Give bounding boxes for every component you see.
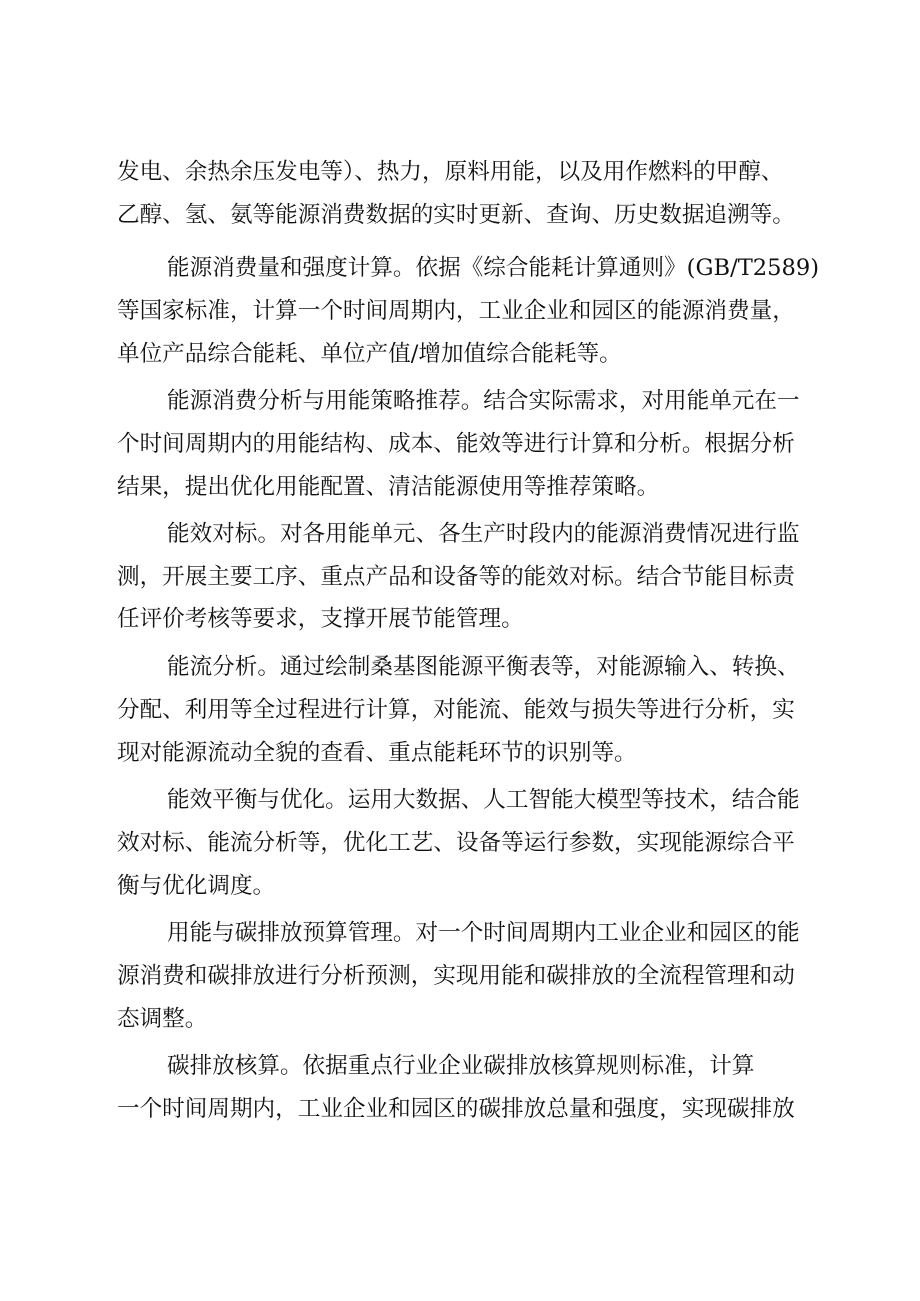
text-line-2: 乙醇、氢、氨等能源消费数据的实时更新、查询、历史数据追溯等。	[117, 202, 795, 228]
text-line-20: 态调整。	[117, 1006, 208, 1032]
text-line-13: 分配、利用等全过程进行计算，对能流、能效与损失等进行分析，实	[117, 697, 795, 723]
paragraph-start-carbon-accounting: 碳排放核算。依据重点行业企业碳排放核算规则标准，计算	[167, 1053, 755, 1079]
text-line-11: 任评价考核等要求，支撑开展节能管理。	[117, 606, 524, 632]
text-line-1: 发电、余热余压发电等）、热力，原料用能，以及用作燃料的甲醇、	[117, 159, 784, 185]
text-line-8: 结果，提出优化用能配置、清洁能源使用等推荐策略。	[117, 474, 660, 500]
paragraph-start-budget-management: 用能与碳排放预算管理。对一个时间周期内工业企业和园区的能	[167, 920, 800, 946]
text-line-17: 衡与优化调度。	[117, 873, 276, 899]
text-line-4: 等国家标准，计算一个时间周期内，工业企业和园区的能源消费量，	[117, 298, 795, 324]
paragraph-start-energy-flow-analysis: 能流分析。通过绘制桑基图能源平衡表等，对能源输入、转换、	[167, 654, 800, 680]
text-line-10: 测，开展主要工序、重点产品和设备等的能效对标。结合节能目标责	[117, 564, 795, 590]
text-line-5: 单位产品综合能耗、单位产值/增加值综合能耗等。	[117, 341, 622, 367]
text-line-19: 源消费和碳排放进行分析预测，实现用能和碳排放的全流程管理和动	[117, 963, 795, 989]
text-line-22: 一个时间周期内，工业企业和园区的碳排放总量和强度，实现碳排放	[117, 1096, 795, 1122]
text-line-7: 个时间周期内的用能结构、成本、能效等进行计算和分析。根据分析	[117, 431, 795, 457]
paragraph-start-efficiency-optimization: 能效平衡与优化。运用大数据、人工智能大模型等技术，结合能	[167, 787, 800, 813]
text-line-14: 现对能源流动全貌的查看、重点能耗环节的识别等。	[117, 740, 637, 766]
paragraph-start-energy-benchmarking: 能效对标。对各用能单元、各生产时段内的能源消费情况进行监	[167, 521, 800, 547]
paragraph-start-consumption-analysis: 能源消费分析与用能策略推荐。结合实际需求，对用能单元在一	[167, 388, 800, 414]
paragraph-start-energy-consumption-calculation: 能源消费量和强度计算。依据《综合能耗计算通则》(GB/T2589)	[167, 255, 820, 281]
text-line-16: 效对标、能流分析等，优化工艺、设备等运行参数，实现能源综合平	[117, 830, 795, 856]
